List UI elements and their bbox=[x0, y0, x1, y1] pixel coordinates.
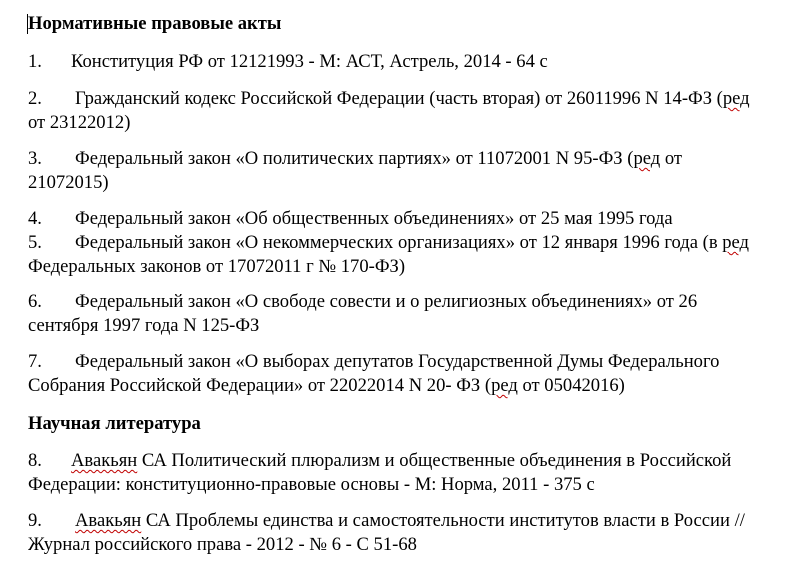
list-item-3: 3. Федеральный закон «О политических партиях» от 11072001 N 95-ФЗ (ред от 21072015) bbox=[28, 148, 683, 193]
list-item-4: 4. Федеральный закон «Об общественных объединениях» от 25 мая 1995 года bbox=[28, 208, 673, 229]
list-item-2: 2. Гражданский кодекс Российской Федерации (часть вторая) от 26011996 N 14-ФЗ (ред от 23122012) bbox=[28, 88, 750, 133]
list-item-6: 6. Федеральный закон «О свободе совести и о религиозных объединениях» от 26 сентября 1997 года N 125-ФЗ bbox=[28, 291, 698, 336]
list-item-1: 1. Конституция РФ от 12121993 - М: АСТ, Астрель, 2014 - 64 с bbox=[28, 51, 548, 72]
list-item-5: 5. Федеральный закон «О некоммерческих организациях» от 12 января 1996 года (в ред Федеральных законов от 17072011 г № 170-ФЗ) bbox=[28, 232, 750, 277]
spellcheck-word[interactable]: Авакьян bbox=[75, 510, 142, 531]
list-item-7: 7. Федеральный закон «О выборах депутатов Государственной Думы Федерального Собрания Российской Федерации» от 22022014 N 20- ФЗ (ред от 05042016) bbox=[28, 351, 720, 396]
spellcheck-word[interactable]: ред bbox=[491, 375, 518, 396]
section-heading-scientific-literature: Научная литература bbox=[28, 413, 201, 434]
spellcheck-word[interactable]: ред bbox=[722, 88, 750, 109]
list-item-8: 8. Авакьян СА Политический плюрализм и общественные объединения в Российской Федерации: конституционно-правовые основы - М: Норма, 2011 - 375 с bbox=[28, 450, 732, 495]
section-heading-normative-acts: Нормативные правовые акты bbox=[28, 13, 282, 34]
spellcheck-word[interactable]: ред bbox=[633, 148, 661, 169]
spellcheck-word[interactable]: Авакьян bbox=[71, 450, 138, 471]
spellcheck-word[interactable]: ред bbox=[722, 232, 750, 253]
list-item-9: 9. Авакьян СА Проблемы единства и самостоятельности институтов власти в России // Журнал российского права - 2012 - № 6 - С 51-68 bbox=[28, 510, 745, 555]
